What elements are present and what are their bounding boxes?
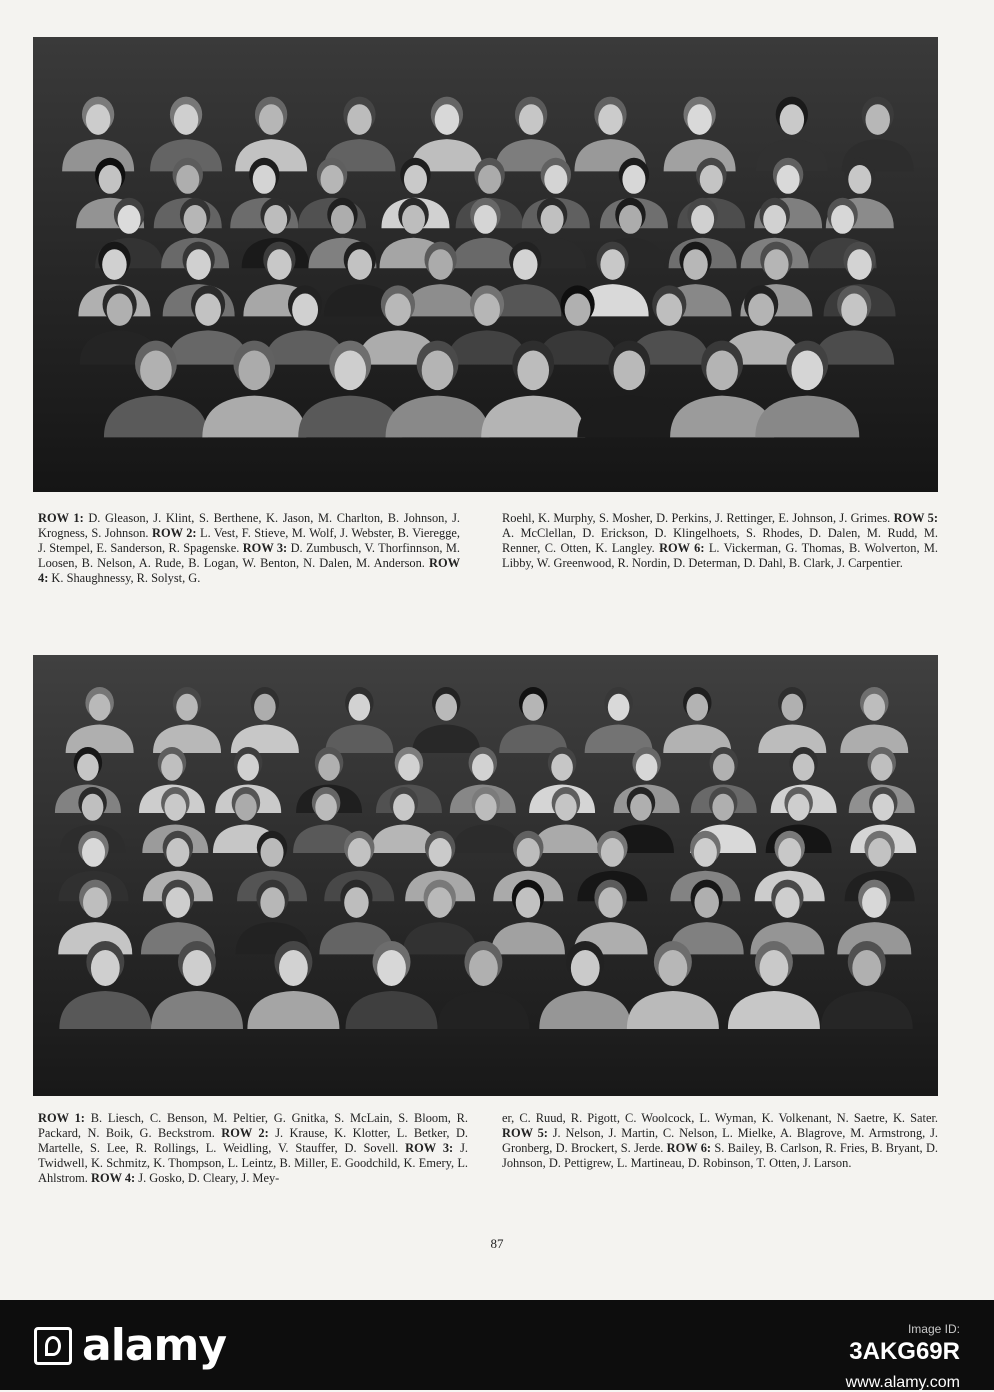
person-face	[422, 351, 454, 391]
caption-bottom-left	[38, 1111, 468, 1186]
person-face	[686, 694, 708, 721]
person-face	[694, 887, 718, 918]
person-face	[780, 104, 804, 135]
stock-image-id	[846, 1322, 960, 1392]
person-face	[871, 754, 893, 781]
person-face	[195, 294, 221, 326]
person-face	[435, 104, 459, 135]
person-face	[565, 294, 591, 326]
person-face	[292, 294, 318, 326]
person-face	[183, 950, 212, 986]
row-label: ROW 3:	[405, 1141, 454, 1155]
person-face	[347, 104, 371, 135]
person-face	[522, 694, 544, 721]
person-face	[349, 694, 371, 721]
class-photo-top-image	[33, 37, 938, 492]
row-names: B. Liesch, C. Benson, M. Peltier, G. Gnitka, S. McLain, S. Bloom, R. Packard, N. Boik, G. Beckstrom.	[38, 1111, 468, 1140]
person-face	[541, 205, 564, 234]
row-names: J. Twidwell, K. Schmitz, K. Thompson, L. Leintz, B. Miller, E. Goodchild, K. Emery, L. Ahlstrom.	[38, 1141, 468, 1185]
person-face	[551, 754, 573, 781]
row-names: J. Gosko, D. Cleary, J. Mey-	[135, 1171, 280, 1185]
person-face	[601, 838, 624, 867]
person-face	[614, 351, 646, 391]
person-face	[321, 165, 344, 194]
row-names: A. McClellan, D. Erickson, D. Klingelhoets, S. Rhodes, D. Dalen, M. Rudd, M. Renner, C. Otten, K. Langley.	[502, 526, 938, 555]
person-face	[279, 950, 308, 986]
person-face	[788, 794, 810, 821]
person-face	[344, 887, 368, 918]
caption-top-right	[502, 511, 938, 571]
row-names: K. Shaughnessy, R. Solyst, G.	[48, 571, 201, 585]
person-face	[619, 205, 642, 234]
person-face	[259, 104, 283, 135]
row-names: Roehl, K. Murphy, S. Mosher, D. Perkins, J. Rettinger, E. Johnson, J. Grimes.	[502, 511, 894, 525]
person-face	[404, 165, 427, 194]
person-face	[348, 249, 372, 280]
person-face	[334, 351, 366, 391]
person-face	[775, 887, 799, 918]
person-face	[598, 104, 622, 135]
person-face	[377, 950, 406, 986]
person-face	[261, 838, 284, 867]
person-face	[791, 351, 823, 391]
person-face	[841, 294, 867, 326]
stock-logo[interactable]	[34, 1320, 226, 1371]
row-label: ROW 4:	[38, 556, 460, 585]
person-face	[475, 794, 497, 821]
person-face	[91, 950, 120, 986]
row-label: ROW 5:	[893, 511, 939, 525]
person-face	[161, 754, 183, 781]
person-face	[848, 165, 871, 194]
person-face	[831, 205, 854, 234]
person-face	[318, 754, 340, 781]
person-face	[260, 887, 284, 918]
person-face	[348, 838, 371, 867]
row-names: er, C. Ruud, R. Pigott, C. Woolcock, L. Wyman, K. Volkenant, N. Saetre, K. Sater.	[502, 1111, 938, 1125]
person-face	[598, 887, 622, 918]
row-names: D. Zumbusch, V. Thorfinnson, M. Loosen, B. Nelson, A. Rude, B. Logan, W. Benton, N. Dalen, M. Anderson.	[38, 541, 460, 570]
row-names: L. Vickerman, G. Thomas, B. Wolverton, M. Libby, W. Greenwood, R. Nordin, D. Determan, D. Dahl, B. Clark, J. Carpentier.	[502, 541, 939, 570]
person-face	[571, 950, 600, 986]
person-face	[763, 205, 786, 234]
person-face	[429, 838, 452, 867]
person-face	[89, 694, 111, 721]
person-face	[474, 294, 500, 326]
person-face	[253, 165, 276, 194]
person-face	[102, 249, 126, 280]
row-label: ROW 6:	[666, 1141, 712, 1155]
person-face	[713, 754, 735, 781]
row-label: ROW 2:	[221, 1126, 269, 1140]
person-face	[235, 794, 257, 821]
person-face	[186, 249, 210, 280]
person-face	[469, 950, 498, 986]
person-face	[140, 351, 172, 391]
person-face	[237, 754, 259, 781]
person-face	[519, 104, 543, 135]
person-face	[600, 249, 624, 280]
row-label: ROW 6:	[659, 541, 705, 555]
person-face	[86, 104, 110, 135]
person-face	[793, 754, 815, 781]
person-face	[83, 887, 107, 918]
person-face	[764, 249, 788, 280]
person-face	[865, 104, 889, 135]
person-face	[165, 794, 187, 821]
person-face	[781, 694, 803, 721]
row-names: J. Nelson, J. Martin, C. Nelson, L. Mielke, A. Blagrove, M. Armstrong, J. Gronberg, D. Brockert, S. Jerde.	[502, 1126, 938, 1155]
person-face	[315, 794, 337, 821]
person-face	[435, 694, 457, 721]
person-face	[847, 249, 871, 280]
person-face	[428, 249, 452, 280]
person-face	[82, 838, 105, 867]
person-face	[264, 205, 287, 234]
row-names: D. Gleason, J. Klint, S. Berthene, K. Jason, M. Charlton, B. Johnson, J. Krogness, S. Johnson.	[38, 511, 460, 540]
person-face	[176, 165, 199, 194]
person-face	[555, 794, 577, 821]
person-face	[658, 950, 687, 986]
caption-bottom-right	[502, 1111, 938, 1171]
person-face	[691, 205, 714, 234]
class-photo-top	[33, 37, 938, 492]
person-face	[77, 754, 99, 781]
person-face	[474, 205, 497, 234]
person-face	[331, 205, 354, 234]
alamy-logo-icon	[34, 1327, 72, 1365]
page-number: 87	[490, 1236, 504, 1251]
stock-logo-text: alamy	[82, 1320, 226, 1371]
person-face	[656, 294, 682, 326]
person-face	[872, 794, 894, 821]
person-face	[267, 249, 291, 280]
row-names: L. Vest, F. Stieve, M. Wolf, J. Webster, B. Vieregge, J. Stempel, E. Sanderson, R. Spagenske.	[38, 526, 461, 555]
person-face	[706, 351, 738, 391]
person-face	[238, 351, 270, 391]
person-face	[176, 694, 198, 721]
row-label: ROW 2:	[152, 526, 197, 540]
person-face	[99, 165, 122, 194]
person-face	[166, 887, 190, 918]
person-face	[748, 294, 774, 326]
person-face	[184, 205, 207, 234]
person-face	[778, 838, 801, 867]
person-face	[862, 887, 886, 918]
person-face	[513, 249, 537, 280]
person-face	[630, 794, 652, 821]
image-id-code: 3AKG69R	[849, 1338, 960, 1365]
person-face	[636, 754, 658, 781]
person-face	[402, 205, 425, 234]
person-face	[694, 838, 717, 867]
row-label: ROW 3:	[242, 541, 288, 555]
person-face	[174, 104, 198, 135]
person-face	[398, 754, 420, 781]
person-face	[544, 165, 567, 194]
caption-top-left	[38, 511, 460, 586]
person-face	[517, 351, 549, 391]
person-face	[777, 165, 800, 194]
row-label: ROW 1:	[38, 1111, 85, 1125]
person-face	[608, 694, 630, 721]
person-face	[852, 950, 881, 986]
person-face	[868, 838, 891, 867]
person-face	[712, 794, 734, 821]
person-face	[478, 165, 501, 194]
person-face	[254, 694, 276, 721]
person-face	[472, 754, 494, 781]
person-face	[393, 794, 415, 821]
class-photo-bottom	[33, 655, 938, 1096]
person-face	[516, 887, 540, 918]
person-face	[427, 887, 451, 918]
row-label: ROW 5:	[502, 1126, 548, 1140]
row-label: ROW 4:	[91, 1171, 136, 1185]
person-face	[863, 694, 885, 721]
person-face	[622, 165, 645, 194]
person-face	[687, 104, 711, 135]
row-label: ROW 1:	[38, 511, 84, 525]
person-face	[385, 294, 411, 326]
person-face	[118, 205, 141, 234]
person-face	[700, 165, 723, 194]
image-id-label: Image ID:	[907, 1322, 960, 1336]
row-names: J. Krause, K. Klotter, L. Betker, D. Martelle, S. Lee, R. Rollings, L. Weidling, V. Stauffer, D. Sovell.	[38, 1126, 468, 1155]
person-face	[760, 950, 789, 986]
person-face	[517, 838, 540, 867]
stock-url[interactable]: www.alamy.com	[845, 1374, 960, 1391]
person-face	[683, 249, 707, 280]
class-photo-bottom-image	[33, 655, 938, 1096]
row-names: S. Bailey, B. Carlson, R. Fries, B. Bryant, D. Johnson, D. Pettigrew, L. Martineau, D. Robinson, T. Otten, J. Larson.	[502, 1141, 938, 1170]
person-face	[166, 838, 189, 867]
person-face	[82, 794, 104, 821]
person-face	[107, 294, 133, 326]
